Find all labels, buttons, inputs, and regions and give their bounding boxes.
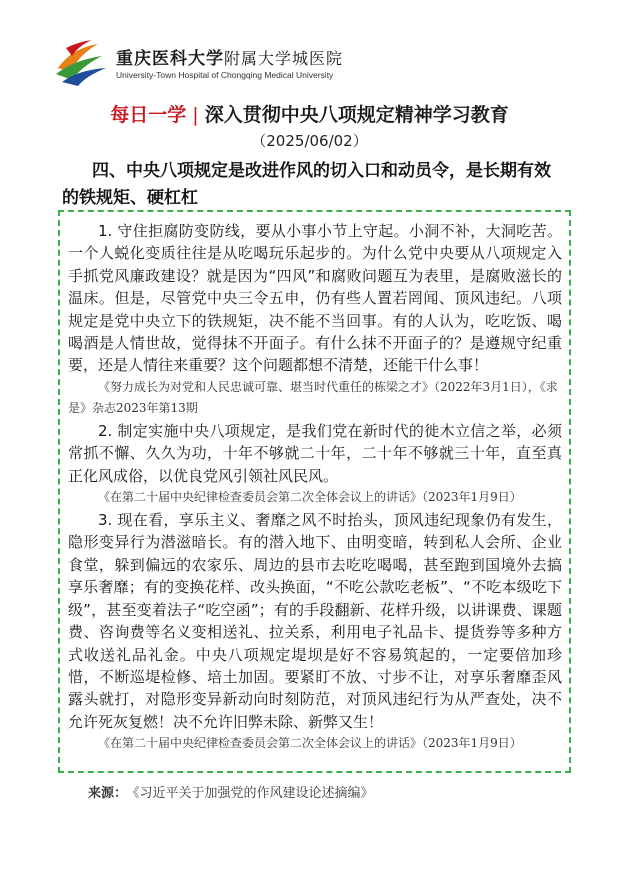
- hospital-name-main: 重庆医科大学: [116, 49, 224, 69]
- quote-citation-3: 《在第二十届中央纪律检查委员会第二次全体会议上的讲话》（2023年1月9日）: [98, 736, 522, 751]
- title-main: 深入贯彻中央八项规定精神学习教育: [204, 104, 509, 126]
- hospital-logo-icon: [52, 38, 108, 86]
- quote-paragraph-1: 1. 守住拒腐防变防线，要从小事小节上守起。小洞不补，大洞吃苦。一个人蜕化变质往往是从吃喝玩乐起步的。为什么党中央要从八项规定入手抓党风廉政建设？就是因为“四风”和腐败问题互为表里，是腐败滋长的温床。但是，尽管党中央三令五申，仍有些人置若罔闻、顶风违纪。八项规定是党中央立下的铁规矩，决不能不当回事。有的人认为，吃吃饭、喝喝酒是人情世故，觉得抹不开面子。有什么抹不开面子的？是遵规守纪重要，还是人情往来重要？这个问题都想不清楚，还能干什么事！: [68, 222, 562, 375]
- hospital-name-en: University-Town Hospital of Chongqing Medical University: [116, 70, 334, 80]
- quote-content: [68, 220, 562, 755]
- hospital-header: [52, 38, 572, 86]
- publish-date: （2025/06/02）: [251, 132, 368, 150]
- hospital-name-sub: 附属大学城医院: [224, 49, 344, 68]
- quote-paragraph-2: 2. 制定实施中央八项规定，是我们党在新时代的徙木立信之举，必须常抓不懈、久久为功，十年不够就二十年，二十年不够就三十年，直至真正化风成俗，以优良党风引领社风民风。: [68, 421, 562, 485]
- title-prefix: 每日一学: [110, 104, 187, 126]
- quote-paragraph-3: 3. 现在看，享乐主义、奢靡之风不时抬头，顶风违纪现象仍有发生，隐形变异行为潜滋暗长。有的潜入地下、由明变暗，转到私人会所、企业食堂，躲到偏远的农家乐、周边的县市去吃吃喝喝，甚至跑到国境外去搞享乐奢靡；有的变换花样、改头换面，“不吃公款吃老板”、“不吃本级吃下级”，甚至变着法子“吃空函”；有的手段翻新、花样升级，以讲课费、课题费、咨询费等名义变相送礼、拉关系，利用电子礼品卡、提货券等多种方式收送礼品礼金。中央八项规定堤坝是好不容易筑起的，一定要倍加珍惜，不断巡堤检修、培土加固。要紧盯不放、寸步不让，对享乐奢靡歪风露头就打，对隐形变异新动向时刻防范，对顶风违纪行为从严查处，决不允许死灰复燃！决不允许旧弊未除、新弊又生！: [68, 511, 562, 731]
- source-text: 《习近平关于加强党的作风建设论述摘编》: [133, 786, 374, 801]
- title-separator: |: [192, 104, 199, 126]
- section-heading: 四、中央八项规定是改进作风的切入口和动员令，是长期有效的铁规矩、硬杠杠: [62, 161, 551, 208]
- source-label: 来源：: [88, 786, 128, 801]
- quote-citation-1: 《努力成长为对党和人民忠诚可靠、堪当时代重任的栋梁之才》（2022年3月1日），《求是》杂志2023年第13期: [68, 379, 558, 415]
- hospital-name-cn: [116, 44, 343, 69]
- page-title: [0, 100, 619, 127]
- source-line: [88, 782, 374, 801]
- quote-citation-2: 《在第二十届中央纪律检查委员会第二次全体会议上的讲话》（2023年1月9日）: [98, 490, 522, 505]
